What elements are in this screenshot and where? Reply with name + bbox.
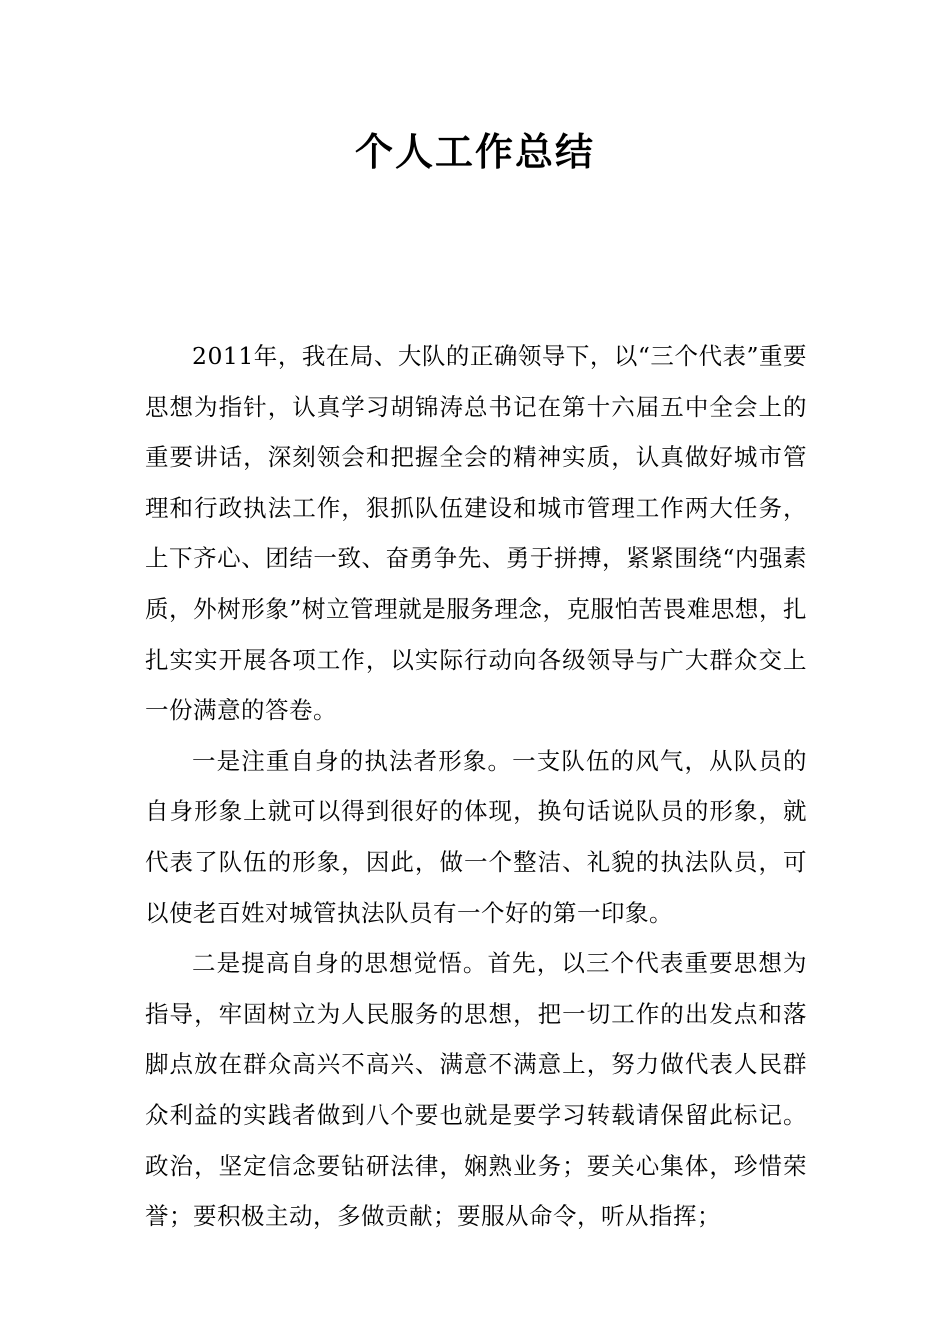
paragraph-point-one: 一是注重自身的执法者形象。一支队伍的风气，从队员的自身形象上就可以得到很好的体现，换句话说队员的形象，就代表了队伍的形象，因此，做一个整洁、礼貌的执法队员，可以使老百姓对城管执法队员有一个好的第一印象。 <box>145 746 807 927</box>
paragraph-intro: 2011年，我在局、大队的正确领导下，以“三个代表”重要思想为指针，认真学习胡锦涛总书记在第十六届五中全会上的重要讲话，深刻领会和把握全会的精神实质，认真做好城市管理和行政执法工作，狠抓队伍建设和城市管理工作两大任务，上下齐心、团结一致、奋勇争先、勇于拼搏，紧紧围绕“内强素质，外树形象”树立管理就是服务理念，克服怕苦畏难思想，扎扎实实开展各项工作，以实际行动向各级领导与广大群众交上一份满意的答卷。 <box>145 342 807 725</box>
paragraph-point-two: 二是提高自身的思想觉悟。首先，以三个代表重要思想为指导，牢固树立为人民服务的思想，把一切工作的出发点和落脚点放在群众高兴不高兴、满意不满意上，努力做代表人民群众利益的实践者做到八个要也就是要学习转载请保留此标记。政治，坚定信念要钻研法律，娴熟业务；要关心集体，珍惜荣誉；要积极主动，多做贡献；要服从命令，听从指挥； <box>145 949 807 1231</box>
document-title: 个人工作总结 <box>354 129 595 174</box>
document-body <box>145 331 807 1242</box>
